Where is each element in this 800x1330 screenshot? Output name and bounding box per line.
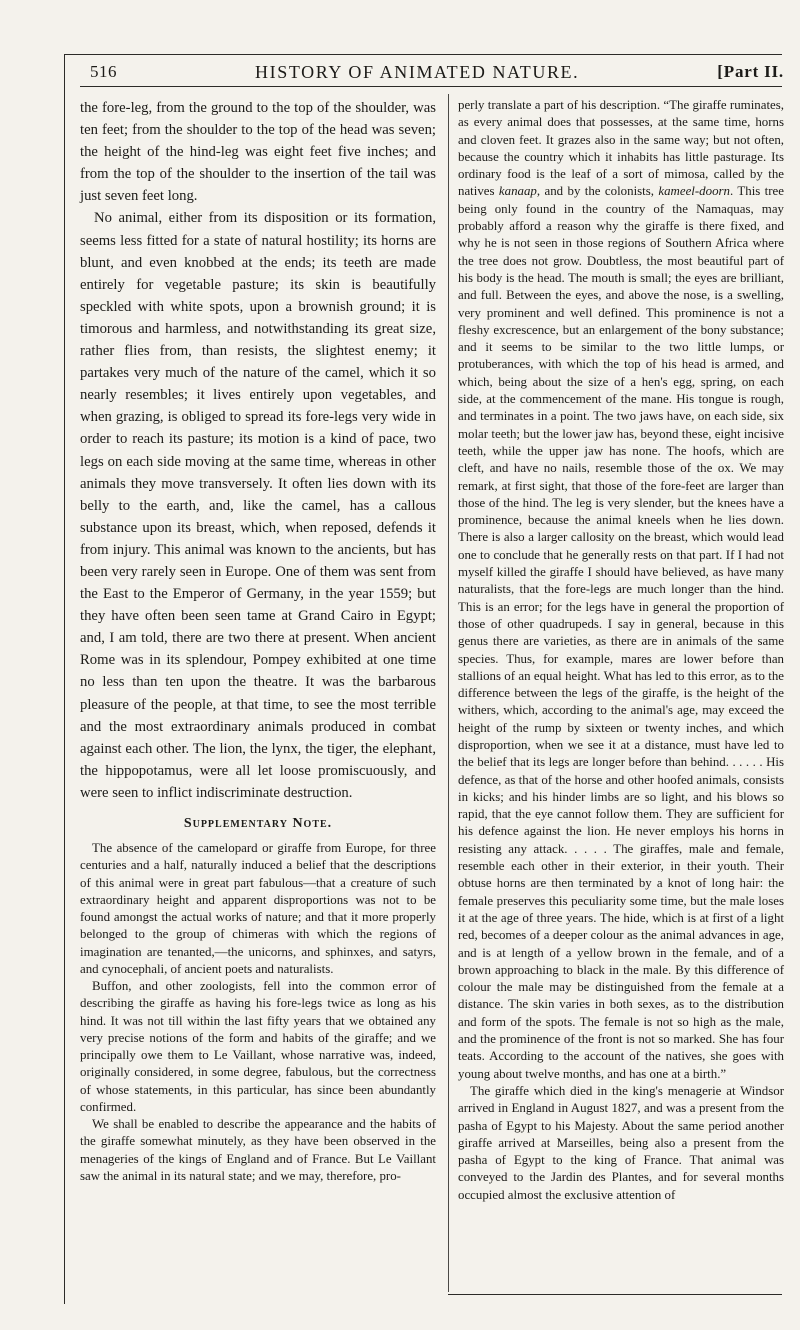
colonist-name-kameel-doorn: kameel-doorn [658,184,730,199]
column-divider [448,94,449,1292]
native-name-kanaap: kanaap [498,184,537,199]
footer-rule [448,1294,782,1295]
note-paragraph-absence: The absence of the camelopard or giraffe from Europe, for three centuries and a half, naturally induced a belief that the descriptions of this animal were in great part fabulous—that a creature of such extraordinary height and apparent disproportions was not to be found amongst the actual works of nature; and that it more properly belonged to the group of chimeras with which the regions of imagination are tenanted,—the unicorns, and sphinxes, and satyrs, and cynocephali, of ancient poets and naturalists. [80,841,436,976]
paragraph-giraffe-nature: No animal, either from its disposition or its formation, seems less fitted for a state of natural hostility; its horns are blunt, and even knobbed at the ends; its teeth are made entirely for vegetable pasture; its skin is beautifully speckled with white spots, upon a brownish ground; it is timorous and harmless, and notwithstanding its great size, rather flies from, than resists, the slightest enemy; it partakes very much of the nature of the camel, which it so nearly resembles; it lives entirely upon vegetables, and when grazing, is obliged to spread its fore-legs very wide in order to reach its pasture; its motion is a kind of pace, two legs on each side moving at the same time, whereas in other animals they move transversely. It often lies down with its belly to the earth, and, like the camel, has a callous substance upon its breast, which, when reposed, defends it from injury. This animal was known to the ancients, but has been very rarely seen in Europe. One of them was sent from the East to the Emperor of Germany, in the year 1559; but they have often been seen tame at Grand Cairo in Egypt; and, I am told, there are two there at present. When ancient Rome was in its splendour, Pompey exhibited at one time no less than ten upon the theatre. It was the barbarous pleasure of the people, at that time, to see the most terrible and the most extraordinary animals produced in combat against each other. The lion, the lynx, the tiger, the elephant, the hippopotamus, were all let loose promiscuously, and were seen to inflict indiscriminate destruction. [80,210,436,801]
paragraph-giraffe-measurements: the fore-leg, from the ground to the top of the shoulder, was ten feet; from the shoulder to the top of the head was seven; the height of the hind-leg was eight feet five inches; and from the top of the shoulder to the insertion of the tail was just seven feet long. [80,100,436,205]
supplementary-note-heading: Supplementary Note. [183,816,333,831]
description-text-part-2: , and by the colonists, [536,184,659,199]
note-paragraph-buffon: Buffon, and other zoologists, fell into the common error of describing the giraffe as having his fore-legs twice as long as his hind. It was not till within the last fifty years that we obtained any very precise notions of the form and habits of the giraffe; and we principally owe them to Le Vaillant, whose narrative was, indeed, originally considered, in some degree, fabulous, but the correctness of whose statements, in this particular, has since been abundantly confirmed. [80,979,436,1114]
right-column [458,97,784,1204]
note-paragraph-le-vaillant-description [458,97,784,1083]
description-text-part-3: . This tree being only found in the country of the Namaquas, may probably afford a reason why the giraffe is there fixed, and why he is not seen in those regions of Southern Africa where the tree does not grow. Doubtless, the most beautiful part of his body is the head. The mouth is small; the eyes are brilliant, and full. Between the eyes, and above the nose, is a swelling, very prominent and well defined. This prominence is not a fleshy excrescence, but an enlargement of the bony substance; and it seems to be similar to the two little lumps, or protuberances, with which the top of his head is armed, and which, being about the size of a hen's egg, spring, on each side, at the commencement of the mane. His tongue is rough, and terminates in a point. The two jaws have, on each side, six molar teeth; but the lower jaw has, beyond these, eight incisive teeth, while the upper jaw has none. The hoofs, which are cleft, and have no nails, resemble those of the ox. We may remark, at first sight, that those of the fore-feet are larger than those of the hind. The leg is very slender, but the knees have a prominence, because the animal kneels when he lies down. There is also a larger callosity on the breast, which would lead one to conclude that he generally rests on that part. If I had not myself killed the giraffe I should have believed, as have many naturalists, that the fore-legs are much longer than the hind. This is an error; for the legs have in general the proportion of those of other quadrupeds. I say in general, because in this genus there are varieties, as there are in animals of the same species. Thus, for example, mares are lower before than stallions of an equal height. What has led to this error, as to the difference between the legs of the giraffe, is the height of the withers, which, according to the animal's age, may exceed the height of the rump by sixteen or twenty inches, and which disproportion, when we see it at a distance, must have led to the belief that its legs are longer before than behind. . . . . . His defence, as that of the horse and other hoofed animals, consists in kicks; and his hinder limbs are so light, and his blows so rapid, that the eye cannot follow them. They are sufficient for his defence against the lion. He never employs his horns in resisting any attack. . . . . The giraffes, male and female, resemble each other in their exterior, in their youth. Their obtuse horns are then terminated by a knot of long hair: the female preserves this peculiarity some time, but the male loses it at the age of three years. The hide, which is at first of a light red, becomes of a deeper colour as the animal advances in age, and is at length of a yellow brown in the female, and of a brown approaching to black in the male. By this difference of colour the male may be distinguished from the female at a distance. The skin varies in both sexes, as to the distribution and form of the spots. The female is not so high as the male, and the prominence of the front is not so marked. She has four teats. According to the account of the natives, she goes with young about twelve months, and has one at a birth.” [458,184,784,1081]
page-number: 516 [90,62,117,81]
running-header [72,58,784,86]
note-paragraph-menageries: We shall be enabled to describe the appearance and the habits of the giraffe somewhat minutely, as they have been observed in the menageries of the kings of England and of France. But Le Vaillant saw the animal in its natural state; and we may, therefore, pro- [80,1117,436,1183]
part-label: [Part II. [717,62,784,81]
page-frame-top-rule [64,54,782,55]
left-column [80,97,436,1185]
description-text-part-1: perly translate a part of his description. “The giraffe ruminates, as every animal does that possesses, at the same time, horns and cloven feet. It grazes also in the same way; but not often, because the country which it inhabits has little pasturage. Its ordinary food is the leaf of a sort of mimosa, called by the natives [458,98,784,199]
page-frame-left-rule [64,54,65,1304]
running-title: HISTORY OF ANIMATED NATURE. [255,61,580,82]
note-paragraph-windsor-giraffe: The giraffe which died in the king's menagerie at Windsor arrived in England in August 1827, and was a present from the pasha of Egypt to his Majesty. About the same period another giraffe arrived at Marseilles, being also a present from the pasha of Egypt to the king of France. That animal was conveyed to the Jardin des Plantes, and for several months occupied almost the exclusive attention of [458,1083,784,1202]
header-rule [80,86,782,87]
